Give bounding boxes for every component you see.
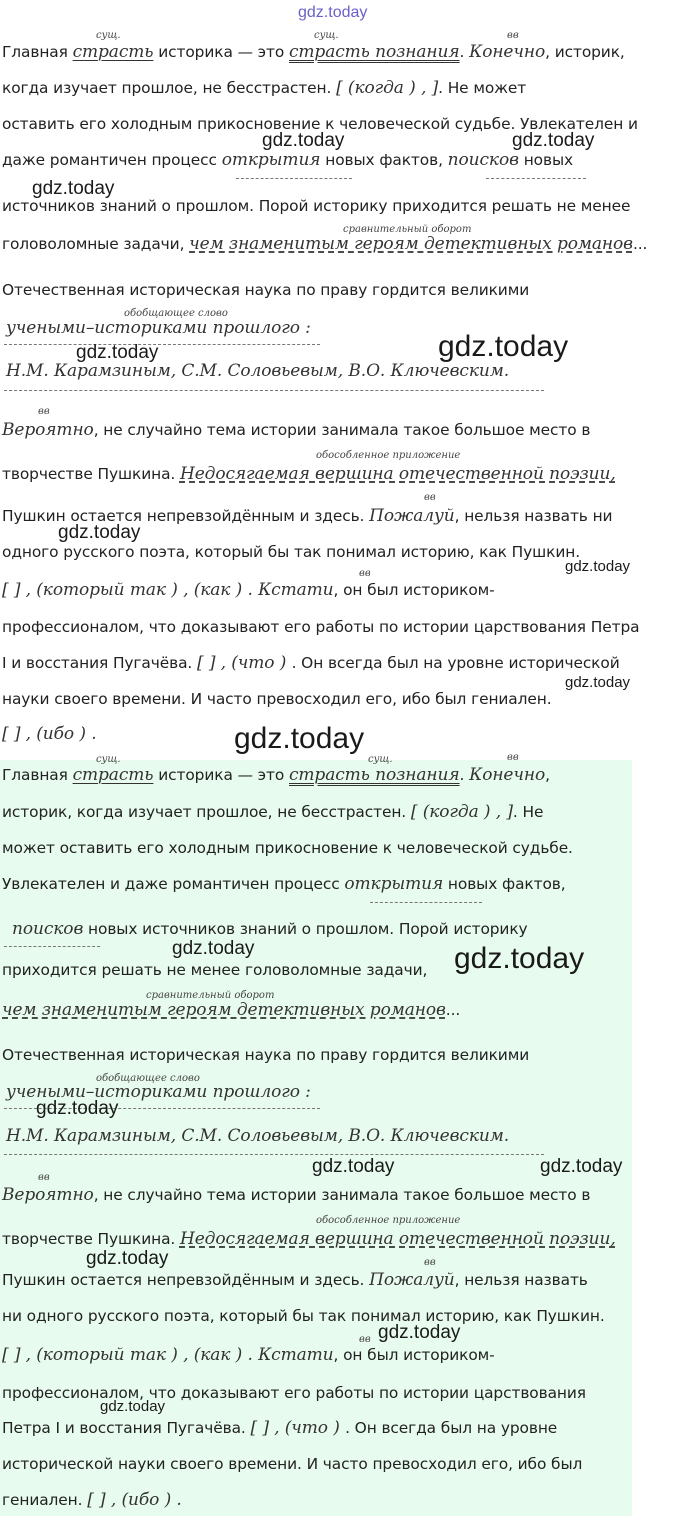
watermark: gdz.today — [36, 1098, 119, 1119]
text-line: творчестве Пушкина. Недосягаемая вершина отечественной поэзии, — [2, 1229, 616, 1249]
text-line: I и восстания Пугачёва. [ ] , (что ) . Он всегда был на уровне исторической — [2, 653, 620, 673]
watermark: gdz.today — [100, 1398, 166, 1415]
label-obosob: обособленное приложение — [316, 450, 461, 461]
label-sravn: сравнительный оборот — [343, 224, 472, 235]
label-vv: вв — [424, 1257, 436, 1268]
dashed-underline — [4, 390, 544, 391]
text-line: [ ] , (который так ) , (как ) . Кстати, он был историком- — [2, 580, 495, 600]
label-vv: вв — [38, 1172, 50, 1183]
text-line: науки своего времени. И часто превосходил его, ибо был гениален. — [2, 690, 552, 708]
watermark: gdz.today — [438, 330, 569, 363]
text-line: одного русского поэта, который бы так понимал историю, как Пушкин. — [2, 543, 580, 561]
watermark: gdz.today — [540, 1156, 623, 1177]
label-vv: вв — [507, 752, 519, 763]
watermark: gdz.today — [86, 1248, 169, 1269]
text-line: когда изучает прошлое, не бесстрастен. [ (когда ) , ]. Не может — [2, 78, 527, 98]
text-line: Н.М. Карамзиным, С.М. Соловьевым, В.О. Ключевским. — [6, 361, 510, 381]
label-vv: вв — [38, 406, 50, 417]
text-line: Главная страсть историка — это страсть познания. Конечно, — [2, 765, 550, 785]
text-line: Пушкин остается непревзойдённым и здесь. Пожалуй, нельзя назвать ни — [2, 506, 613, 526]
watermark: gdz.today — [298, 4, 368, 21]
text-line: Увлекателен и даже романтичен процесс открытия новых фактов, — [2, 874, 566, 894]
text-line: Отечественная историческая наука по праву гордится великими — [2, 281, 530, 299]
dashed-underline — [236, 178, 352, 179]
text-line: [ ] , (ибо ) . — [2, 724, 97, 744]
dashed-underline — [4, 344, 320, 345]
watermark: gdz.today — [454, 942, 585, 975]
text-line: Отечественная историческая наука по праву гордится великими — [2, 1046, 530, 1064]
text-line: источников знаний о прошлом. Порой историку приходится решать не менее — [2, 197, 631, 215]
watermark: gdz.today — [58, 522, 141, 543]
text-line: головоломные задачи, чем знаменитым героям детективных романов... — [2, 234, 648, 254]
label-sravn: сравнительный оборот — [146, 990, 275, 1001]
label-vv: вв — [359, 568, 371, 579]
dashed-underline — [4, 1154, 544, 1155]
watermark: gdz.today — [32, 178, 115, 199]
watermark: gdz.today — [172, 938, 255, 959]
label-obob: обобщающее слово — [124, 308, 228, 319]
text-line: может оставить его холодным прикосновение к человеческой судьбе. — [2, 839, 573, 857]
text-line: учеными–историками прошлого : — [6, 318, 311, 338]
text-line: оставить его холодным прикосновение к человеческой судьбе. Увлекателен и — [2, 115, 638, 133]
text-line: гениален. [ ] , (ибо ) . — [2, 1490, 182, 1510]
text-line: Петра I и восстания Пугачёва. [ ] , (что ) . Он всегда был на уровне — [2, 1418, 558, 1438]
watermark: gdz.today — [262, 130, 345, 151]
dashed-underline — [4, 946, 100, 947]
watermark: gdz.today — [565, 558, 631, 575]
label-obob: обобщающее слово — [96, 1073, 200, 1084]
text-line: Н.М. Карамзиным, С.М. Соловьевым, В.О. Ключевским. — [6, 1126, 510, 1146]
text-line: чем знаменитым героям детективных романов... — [2, 1000, 461, 1020]
text-line: учеными–историками прошлого : — [6, 1082, 311, 1102]
label-sush: сущ. — [314, 30, 339, 41]
text-line: поисков новых источников знаний о прошлом. Порой историку — [12, 919, 528, 939]
text-line: творчестве Пушкина. Недосягаемая вершина отечественной поэзии, — [2, 464, 616, 484]
text-line: профессионалом, что доказывают его работы по истории царствования Петра — [2, 618, 640, 636]
label-vv: вв — [359, 1334, 371, 1345]
text-line: Вероятно, не случайно тема истории занимала такое большое место в — [2, 420, 591, 440]
label-vv: вв — [424, 492, 436, 503]
text-line: Главная страсть историка — это страсть познания. Конечно, историк, — [2, 42, 625, 62]
watermark: gdz.today — [378, 1322, 461, 1343]
watermark: gdz.today — [512, 130, 595, 151]
text-line: Вероятно, не случайно тема истории занимала такое большое место в — [2, 1185, 591, 1205]
text-line: Пушкин остается непревзойдённым и здесь. Пожалуй, нельзя назвать — [2, 1270, 588, 1290]
label-obosob: обособленное приложение — [316, 1215, 461, 1226]
dashed-underline — [486, 178, 586, 179]
label-sush: сущ. — [368, 754, 393, 765]
text-line: профессионалом, что доказывают его работы по истории царствования — [2, 1384, 586, 1402]
text-line: исторической науки своего времени. И часто превосходил его, ибо был — [2, 1455, 583, 1473]
text-line: приходится решать не менее головоломные задачи, — [2, 961, 428, 979]
label-vv: вв — [507, 30, 519, 41]
watermark: gdz.today — [312, 1156, 395, 1177]
dashed-underline — [370, 902, 482, 903]
text-line: [ ] , (который так ) , (как ) . Кстати, он был историком- — [2, 1345, 495, 1365]
watermark: gdz.today — [76, 342, 159, 363]
text-line: ни одного русского поэта, который бы так понимал историю, как Пушкин. — [2, 1307, 605, 1325]
text-line: историк, когда изучает прошлое, не бесстрастен. [ (когда ) , ]. Не — [2, 802, 544, 822]
label-sush: сущ. — [96, 754, 121, 765]
label-sush: сущ. — [96, 30, 121, 41]
text-line: даже романтичен процесс открытия новых фактов, поисков новых — [2, 150, 574, 170]
watermark: gdz.today — [234, 722, 365, 755]
watermark: gdz.today — [565, 674, 631, 691]
